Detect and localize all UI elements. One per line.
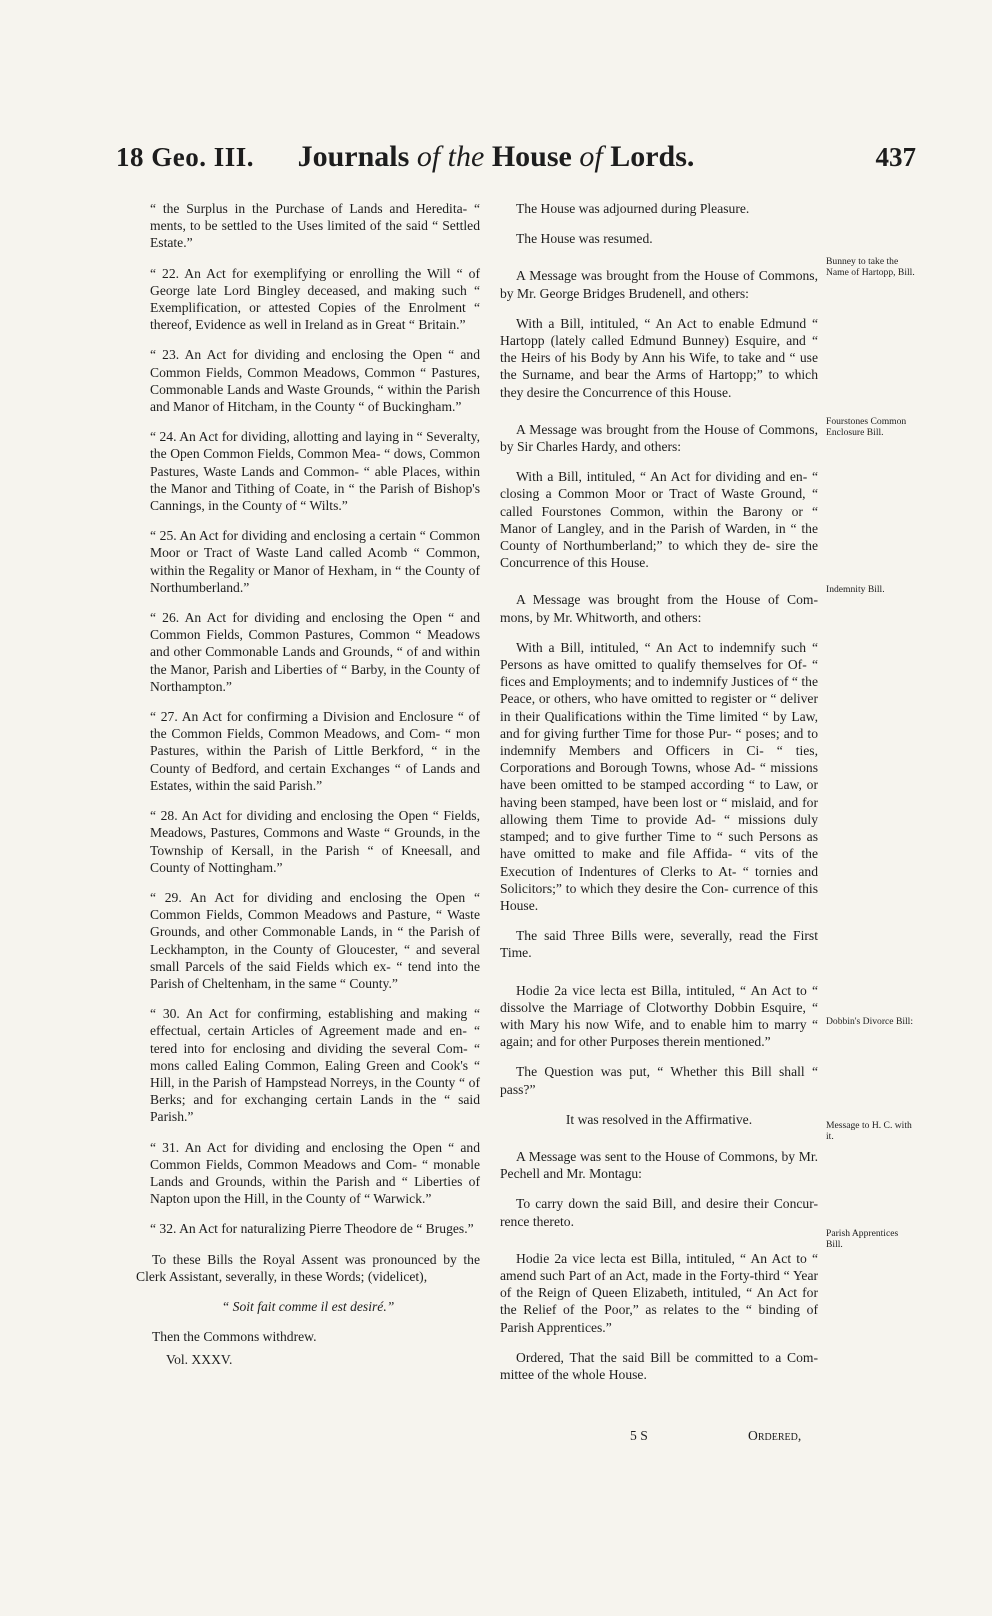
paragraph: A Message was brought from the House of Commons, by Sir Charles Hardy, and others: [500,421,818,455]
paragraph: To carry down the said Bill, and desire their Concur- rence thereto. [500,1196,818,1229]
margin-note: Message to H. C. with it. [826,1120,912,1142]
paragraph: It was resolved in the Affirmative. [565,1111,753,1127]
margin-note: Fourstones Common Enclosure Bill. [826,416,907,438]
act-27: “ 27. An Act for confirming a Division and Enclosure “ of the Common Fields, Common Meadows, and Com- “ mon Pastures, within the Parish of Little Berkford, “ in the County of Bedford, and certain Exchanges “ of Lands and Estates, within the said Parish.” [150,709,480,793]
volume-label: Vol. XXXV. [166,1352,233,1368]
paragraph: Hodie 2a vice lecta est Billa, intituled, “ An Act to “ dissolve the Marriage of Clotworthy Dobbin Esquire, “ with Mary his now Wife, and to enable him to marry “ again; and for other Purposes therein mentioned.” [500,982,818,1050]
act-28: “ 28. An Act for dividing and enclosing the Open “ Fields, Meadows, Pastures, Commons and Waste “ Grounds, in the Township of Kersall, in the Parish “ of Kneesall, and County of Nottingham.” [150,808,480,875]
paragraph: Ordered, That the said Bill be committed to a Com- mittee of the whole House. [500,1349,818,1382]
act-25: “ 25. An Act for dividing and enclosing a certain “ Common Moor or Tract of Waste Land called Acomb “ Common, within the Regality or Manor of Hexham, in “ the County of Northumberland.” [150,528,480,595]
paragraph: The House was resumed. [516,231,653,247]
commons-withdrew: Then the Commons withdrew. [152,1329,317,1345]
act-24: “ 24. An Act for dividing, allotting and laying in “ Severalty, the Open Common Fields, Common Mea- “ dows, Common Pastures, Waste Lands and Common- “ able Places, within the Manor and Tithing of Coate, in “ the Parish of Bishop's Cannings, in the County of “ Wilts.” [150,429,480,514]
paragraph: The House was adjourned during Pleasure. [516,201,750,216]
paragraph: A Message was brought from the House of Com- mons, by Mr. Whitworth, and others: [500,592,818,625]
act-30: “ 30. An Act for confirming, establishing and making “ effectual, certain Articles of Agreement made and en- “ tered into for enclosing and dividing the several Com- “ mons called Ealing Common, Ealing Green and Cook's “ Hill, in the Parish of Hampstead Norreys, in the County “ of Berks; and for exchanging certain Lands in the “ said Parish.” [150,1006,480,1125]
act-31: “ 31. An Act for dividing and enclosing the Open “ and Common Fields, Common Meadows and Com- “ monable Lands and Grounds, within the Parish and “ Liberties of Napton upon the Hill, in the County of “ Warwick.” [150,1139,480,1207]
running-title: Journals of the House of Lords. [297,140,695,173]
paragraph: Hodie 2a vice lecta est Billa, intituled, “ An Act to “ amend such Part of an Act, made in the Forty-third “ Year of the Reign of Queen Elizabeth, intituled, “ An Act for the Relief of the Poor,” as relates to the “ binding of Parish Apprentices.” [500,1250,818,1335]
paragraph: With a Bill, intituled, “ An Act to enable Edmund “ Hartopp (lately called Edmund Bunney) Esquire, and “ the Heirs of his Body by Ann his Wife, to take and “ use the Surname, and bear the Arms of Hartopp;” to which they desire the Concurrence of this House. [500,315,818,400]
paragraph: With a Bill, intituled, “ An Act to indemnify such “ Persons as have omitted to qualify themselves for Of- “ fices and Employments; and to indemnify Justices of “ the Peace, or others, who have omitted to register or “ deliver in their Qualifications within the Time limited “ by Law, and for giving further Time for those Pur- “ poses; and to indemnify Members and Officers in Ci- “ ties, Corporations and Borough Towns, whose Ad- “ missions have been omitted to be stamped according “ to Law, or having been stamped, have been lost or “ mislaid, and for allowing them Time to provide Ad- “ missions duly stamped; and to give further Time to “ such Persons as have omitted to make and file Affida- “ vits of the Execution of Indentures of Clerks to At- “ tornies and Solicitors;” to which they desire the Con- currence of this House. [500,639,818,913]
royal-assent-words: “ Soit fait comme il est desiré.” [221,1298,395,1314]
act-29: “ 29. An Act for dividing and enclosing the Open “ Common Fields, Common Meadows and Pasture, “ Waste Grounds, and other Commonable Lands, in “ the Parish of Leckhampton, in the County of Gloucester, “ and several small Parcels of the said Fields which ex- “ tend into the Parish of Cheltenham, in the same “ County.” [150,889,480,991]
margin-note: Dobbin's Divorce Bill: [826,1016,913,1027]
paragraph: A Message was sent to the House of Commons, by Mr. Pechell and Mr. Montagu: [500,1148,818,1182]
paragraph: A Message was brought from the House of Commons, by Mr. George Bridges Brudenell, and others: [500,268,818,301]
margin-note: Indemnity Bill. [826,584,885,595]
paragraph: The Question was put, “ Whether this Bill shall “ pass?” [500,1064,818,1097]
act-26: “ 26. An Act for dividing and enclosing the Open “ and Common Fields, Common Pastures, Common “ Meadows and other Commonable Lands and Grounds, “ of and within the Manor, Parish and Liberties of “ Barby, in the County of Northampton.” [150,610,480,694]
royal-assent-paragraph: To these Bills the Royal Assent was pronounced by the Clerk Assistant, severally, in these Words; (videlicet), [136,1251,480,1284]
act-23: “ 23. An Act for dividing and enclosing the Open “ and Common Fields, Common Meadows, Common “ Pastures, Commonable Lands and Waste Grounds, “ within the Parish and Manor of Hitcham, in the County “ of Buckingham.” [150,347,480,415]
paragraph: “ the Surplus in the Purchase of Lands and Heredita- “ ments, to be settled to the Uses limited of the said “ Settled Estate.” [150,201,480,251]
regnal-year: 18 Geo. III. [116,142,255,172]
page-number: 437 [875,142,916,172]
margin-note: Bunney to take the Name of Hartopp, Bill. [826,256,915,278]
paragraph: With a Bill, intituled, “ An Act for dividing and en- “ closing a Common Moor or Tract of Waste Ground, “ called Fourstones Common, within the Barony or “ Manor of Langley, and in the Parish of Warden, in “ the County of Northumberland;” to which they de- sire the Concurrence of this House. [500,469,818,571]
left-column [136,200,480,1369]
signature-mark: 5 S [630,1428,648,1443]
right-column [500,200,818,1396]
paragraph: The said Three Bills were, severally, read the First Time. [500,928,818,961]
act-32: “ 32. An Act for naturalizing Pierre Theodore de “ Bruges.” [150,1221,474,1237]
margin-note: Parish Apprentices Bill. [826,1228,899,1250]
catchword: Ordered, [748,1428,802,1443]
act-22: “ 22. An Act for exemplifying or enrolling the Will “ of George late Lord Bingley deceased, and making such “ Exemplification, or attested Copies of the Enrolment “ thereof, Evidence as well in Ireland as in Great “ Britain.” [150,265,480,333]
page-header [60,140,932,186]
